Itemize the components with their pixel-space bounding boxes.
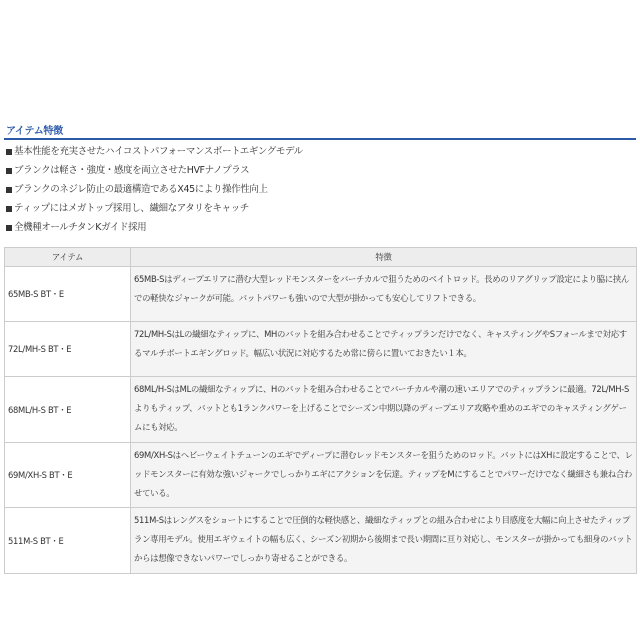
- item-spec-table: [4, 247, 637, 574]
- square-bullet-icon: [6, 187, 12, 193]
- item-name: 69M/XH-S BT・E: [5, 443, 131, 508]
- feature-item: [6, 202, 626, 221]
- feature-text: 基本性能を充実させたハイコストパフォーマンスボートエギングモデル: [14, 146, 303, 157]
- feature-list: [6, 145, 626, 240]
- feature-item: [6, 183, 626, 202]
- feature-item: [6, 221, 626, 240]
- feature-text: ブランクのネジレ防止の最適構造であるX45により操作性向上: [14, 184, 268, 195]
- feature-item: [6, 145, 626, 164]
- table-row: [5, 508, 637, 574]
- item-description: 511M-Sはレングスをショートにすることで圧倒的な軽快感と、繊細なティップとの組み合わせにより目感度を大幅に向上させたティップラン専用モデル。使用エギウェイトの幅も広く、シーズン初期から後期まで長い期間に亘り対応し、モンスターが掛かっても細身のバットからは想像できないパワーでしっかり寄せることができる。: [131, 508, 637, 574]
- item-description: 69M/XH-Sはヘビーウェイトチューンのエギでディープに潜むレッドモンスターを狙うためのロッド。バットにはXHに設定することで、レッドモンスターに有効な強いジャークでしっかりエギにアクションを伝達。ティップをMにすることでパワーだけでなく繊細さも兼ね合わせている。: [131, 443, 637, 508]
- item-name: 68ML/H-S BT・E: [5, 377, 131, 443]
- table-row: [5, 322, 637, 377]
- item-description: 72L/MH-SはLの繊細なティップに、MHのバットを組み合わせることでティップランだけでなく、キャスティングやSフォールまで対応するマルチボートエギングロッド。幅広い状況に対応するため常に傍らに置いておきたい１本。: [131, 322, 637, 377]
- item-features-section: [4, 121, 636, 233]
- table-row: [5, 377, 637, 443]
- item-column-header: アイテム: [5, 248, 131, 267]
- item-name: 65MB-S BT・E: [5, 267, 131, 322]
- section-header: [4, 121, 636, 140]
- feature-item: [6, 164, 626, 183]
- item-name: 72L/MH-S BT・E: [5, 322, 131, 377]
- table-header-row: [5, 248, 637, 267]
- feature-text: ティップにはメガトップ採用し、繊細なアタリをキャッチ: [14, 203, 249, 214]
- square-bullet-icon: [6, 149, 12, 155]
- item-description: 68ML/H-SはMLの繊細なティップに、Hのバットを組み合わせることでバーチカルや潮の速いエリアでのティップランに最適。72L/MH-S よりもティップ、バットとも1ランクパワーを上げることでシーズン中期以降のディープエリア攻略や重めのエギでのキャスティングゲームにも対応。: [131, 377, 637, 443]
- square-bullet-icon: [6, 225, 12, 231]
- feature-text: ブランクは軽さ・強度・感度を両立させたHVFナノプラス: [14, 165, 250, 176]
- section-title: アイテム特徴: [6, 126, 63, 137]
- item-description: 65MB-Sはディープエリアに潜む大型レッドモンスターをバーチカルで狙うためのベイトロッド。長めのリアグリップ設定により脇に挟んでの軽快なジャークが可能。バットパワーも強いので大型が掛かっても安心してリフトできる。: [131, 267, 637, 322]
- table-row: [5, 267, 637, 322]
- item-name: 511M-S BT・E: [5, 508, 131, 574]
- square-bullet-icon: [6, 168, 12, 174]
- square-bullet-icon: [6, 206, 12, 212]
- feature-text: 全機種オールチタンKガイド採用: [14, 222, 147, 233]
- table-row: [5, 443, 637, 508]
- feature-column-header: 特徴: [131, 248, 637, 267]
